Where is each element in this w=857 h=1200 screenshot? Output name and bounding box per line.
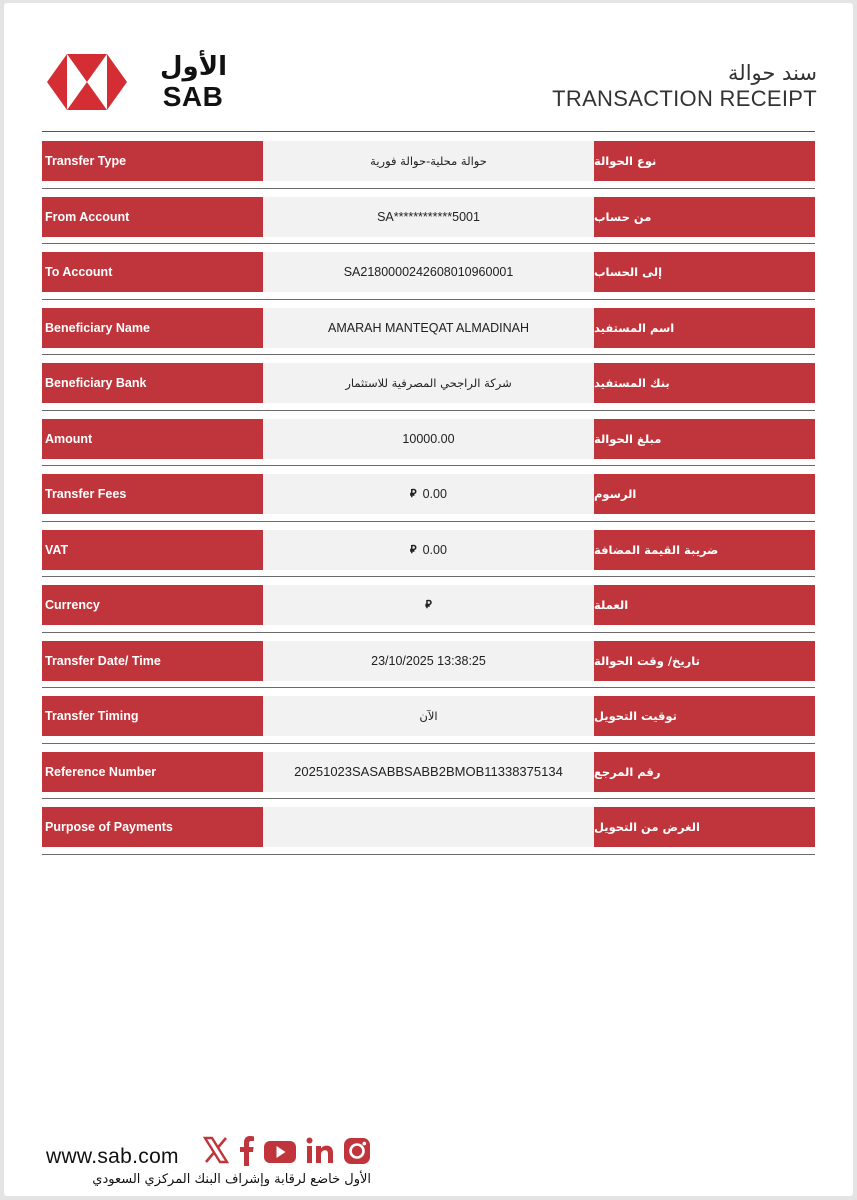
label-arabic: العملة — [594, 585, 815, 625]
youtube-icon[interactable] — [263, 1133, 297, 1167]
row-reference-number — [42, 743, 815, 800]
logo-text-english: SAB — [162, 81, 224, 112]
label-english: Reference Number — [42, 752, 263, 792]
page-title: TRANSACTION RECEIPT — [552, 86, 817, 111]
label-arabic: توقيت التحويل — [594, 696, 815, 736]
label-english: To Account — [42, 252, 263, 292]
fee-amount: 0.00 — [422, 487, 447, 501]
row-beneficiary-name — [42, 299, 815, 356]
value — [263, 530, 594, 570]
label-arabic: ضريبة القيمة المضافة — [594, 530, 815, 570]
label-english: Beneficiary Name — [42, 308, 263, 348]
label-arabic: تاريخ/ وقت الحوالة — [594, 641, 815, 681]
value: حوالة محلية-حوالة فورية — [263, 141, 594, 181]
website-link[interactable]: www.sab.com — [46, 1145, 179, 1168]
riyal-symbol: ⃁ — [425, 598, 432, 611]
x-icon[interactable] — [202, 1133, 230, 1167]
row-purpose-of-payments — [42, 798, 815, 855]
label-english: Transfer Timing — [42, 696, 263, 736]
value — [263, 474, 594, 514]
label-english: Transfer Fees — [42, 474, 263, 514]
regulatory-notice: الأول خاضع لرقابة وإشراف البنك المركزي السعودي — [92, 1172, 371, 1187]
linkedin-icon[interactable] — [305, 1133, 335, 1167]
instagram-icon[interactable] — [342, 1133, 372, 1167]
row-to-account — [42, 243, 815, 300]
value: AMARAH MANTEQAT ALMADINAH — [263, 308, 594, 348]
label-arabic: من حساب — [594, 197, 815, 237]
label-english: Transfer Type — [42, 141, 263, 181]
label-english: Purpose of Payments — [42, 807, 263, 847]
riyal-symbol: ⃁ — [410, 542, 417, 556]
value: SA************5001 — [263, 197, 594, 237]
row-transfer-fees — [42, 465, 815, 522]
label-arabic: مبلغ الحوالة — [594, 419, 815, 459]
logo-text-arabic: الأول — [160, 52, 227, 82]
row-from-account — [42, 188, 815, 245]
row-transfer-type — [42, 132, 815, 189]
label-english: From Account — [42, 197, 263, 237]
value: شركة الراجحي المصرفية للاستثمار — [263, 363, 594, 403]
row-transfer-timing — [42, 687, 815, 744]
value — [263, 585, 594, 625]
vat-amount: 0.00 — [422, 542, 447, 557]
row-currency — [42, 576, 815, 633]
row-transfer-date-time — [42, 632, 815, 689]
label-english: Currency — [42, 585, 263, 625]
label-english: Beneficiary Bank — [42, 363, 263, 403]
label-english: VAT — [42, 530, 263, 570]
value: الآن — [263, 696, 594, 736]
label-arabic: نوع الحوالة — [594, 141, 815, 181]
value: 23/10/2025 13:38:25 — [263, 641, 594, 681]
value: 20251023SASABBSABB2BMOB11338375134 — [263, 752, 594, 792]
value: SA2180000242608010960001 — [263, 252, 594, 292]
row-amount — [42, 410, 815, 467]
label-arabic: رقم المرجع — [594, 752, 815, 792]
label-english: Amount — [42, 419, 263, 459]
label-arabic: اسم المستفيد — [594, 308, 815, 348]
label-arabic: بنك المستفيد — [594, 363, 815, 403]
value — [263, 807, 594, 847]
label-arabic: الرسوم — [594, 474, 815, 514]
label-arabic: الغرض من التحويل — [594, 807, 815, 847]
label-english: Transfer Date/ Time — [42, 641, 263, 681]
label-arabic: إلى الحساب — [594, 252, 815, 292]
riyal-symbol: ⃁ — [410, 487, 417, 500]
sab-hexagon-logo-icon — [47, 54, 127, 110]
facebook-icon[interactable] — [238, 1133, 256, 1167]
row-vat — [42, 521, 815, 578]
page-title-arabic: سند حوالة — [728, 61, 817, 85]
row-beneficiary-bank — [42, 354, 815, 411]
value: 10000.00 — [263, 419, 594, 459]
